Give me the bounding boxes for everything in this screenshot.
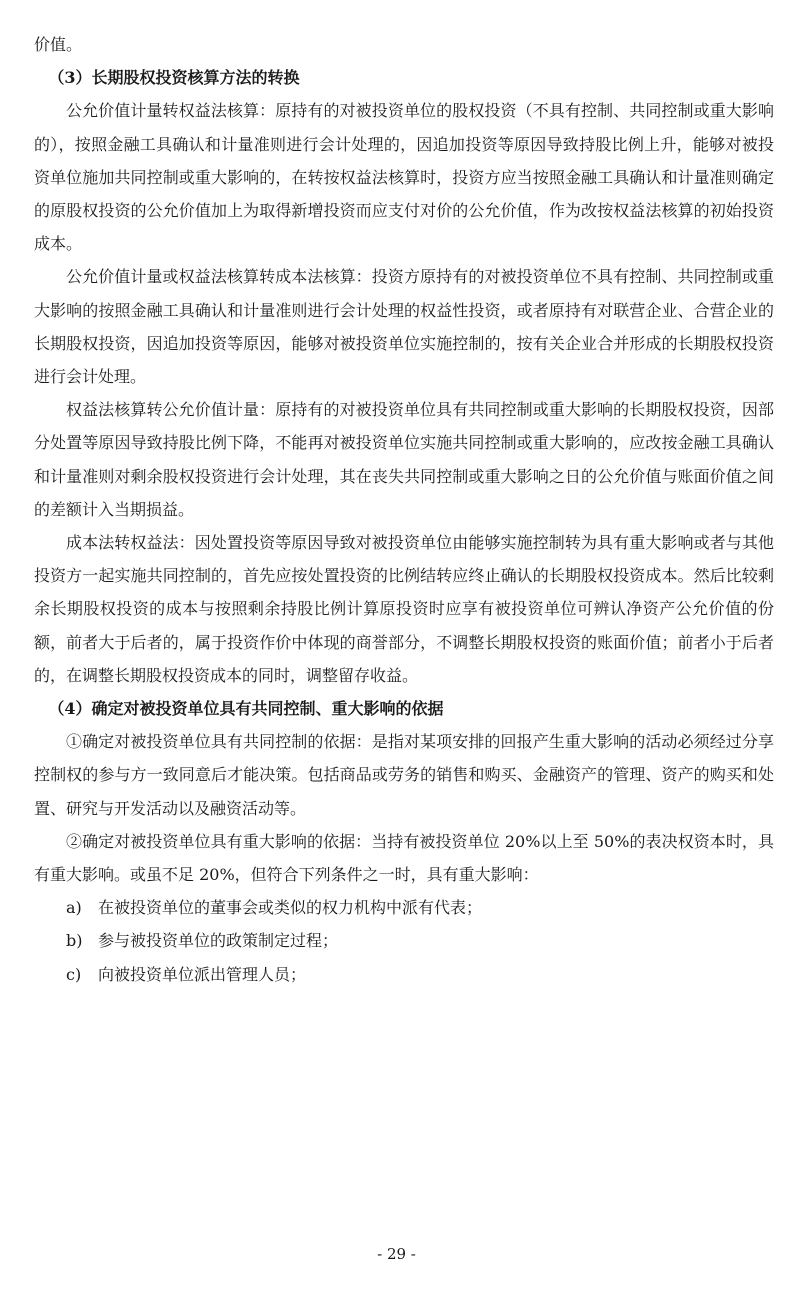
list-marker: b) — [66, 931, 83, 951]
list-item-text: 向被投资单位派出管理人员； — [98, 964, 307, 984]
paragraph-to-cost-method: 公允价值计量或权益法核算转成本法核算：投资方原持有的对被投资单位不具有控制、共同控制或重大影响的按照金融工具确认和计量准则进行会计处理的权益性投资，或者原持有对联营企业、合营企业的长期股权投资，因追加投资等原因，能够对被投资单位实施控制的，按有关企业合并形成的长期股权投资进行会计处理。 — [34, 267, 774, 387]
list-item-c — [34, 958, 774, 991]
paragraph-joint-control-basis: ①确定对被投资单位具有共同控制的依据：是指对某项安排的回报产生重大影响的活动必须经过分享控制权的参与方一致同意后才能决策。包括商品或劳务的销售和购买、金融资产的管理、资产的购买和处置、研究与开发活动以及融资活动等。 — [34, 732, 774, 818]
paragraph-significant-influence-basis: ②确定对被投资单位具有重大影响的依据：当持有被投资单位 20%以上至 50%的表决权资本时，具有重大影响。或虽不足 20%，但符合下列条件之一时，具有重大影响： — [34, 831, 774, 885]
paragraph-fair-value-to-equity: 公允价值计量转权益法核算：原持有的对被投资单位的股权投资（不具有控制、共同控制或重大影响的），按照金融工具确认和计量准则进行会计处理的，因追加投资等原因导致持股比例上升，能够对被投资单位施加共同控制或重大影响的，在转按权益法核算时，投资方应当按照金融工具确认和计量准则确定的原股权投资的公允价值加上为取得新增投资而应支付对价的公允价值，作为改按权益法核算的初始投资成本。 — [34, 101, 774, 254]
section-heading-4: （4）确定对被投资单位具有共同控制、重大影响的依据 — [48, 699, 444, 719]
page-number: - 29 - — [377, 1245, 416, 1263]
body-text — [34, 28, 774, 991]
paragraph-cost-to-equity: 成本法转权益法：因处置投资等原因导致对被投资单位由能够实施控制转为具有重大影响或者与其他投资方一起实施共同控制的，首先应按处置投资的比例结转应终止确认的长期股权投资成本。然后比较剩余长期股权投资的成本与按照剩余持股比例计算原投资时应享有被投资单位可辨认净资产公允价值的份额，前者大于后者的，属于投资作价中体现的商誉部分，不调整长期股权投资的账面价值；前者小于后者的，在调整长期股权投资成本的同时，调整留存收益。 — [34, 533, 774, 685]
list-item-text: 参与被投资单位的政策制定过程； — [98, 931, 339, 951]
list-item-text: 在被投资单位的董事会或类似的权力机构中派有代表； — [98, 898, 483, 918]
section-heading-3: （3）长期股权投资核算方法的转换 — [48, 68, 300, 88]
list-marker: c) — [66, 964, 82, 984]
list-item-a — [34, 891, 774, 924]
paragraph-equity-to-fair-value: 权益法核算转公允价值计量：原持有的对被投资单位具有共同控制或重大影响的长期股权投资，因部分处置等原因导致持股比例下降，不能再对被投资单位实施共同控制或重大影响的，应改按金融工具确认和计量准则对剩余股权投资进行会计处理，其在丧失共同控制或重大影响之日的公允价值与账面价值之间的差额计入当期损益。 — [34, 400, 774, 519]
list-marker: a) — [66, 898, 82, 918]
list-item-b — [34, 924, 774, 957]
continuation-paragraph: 价值。 — [34, 35, 83, 54]
